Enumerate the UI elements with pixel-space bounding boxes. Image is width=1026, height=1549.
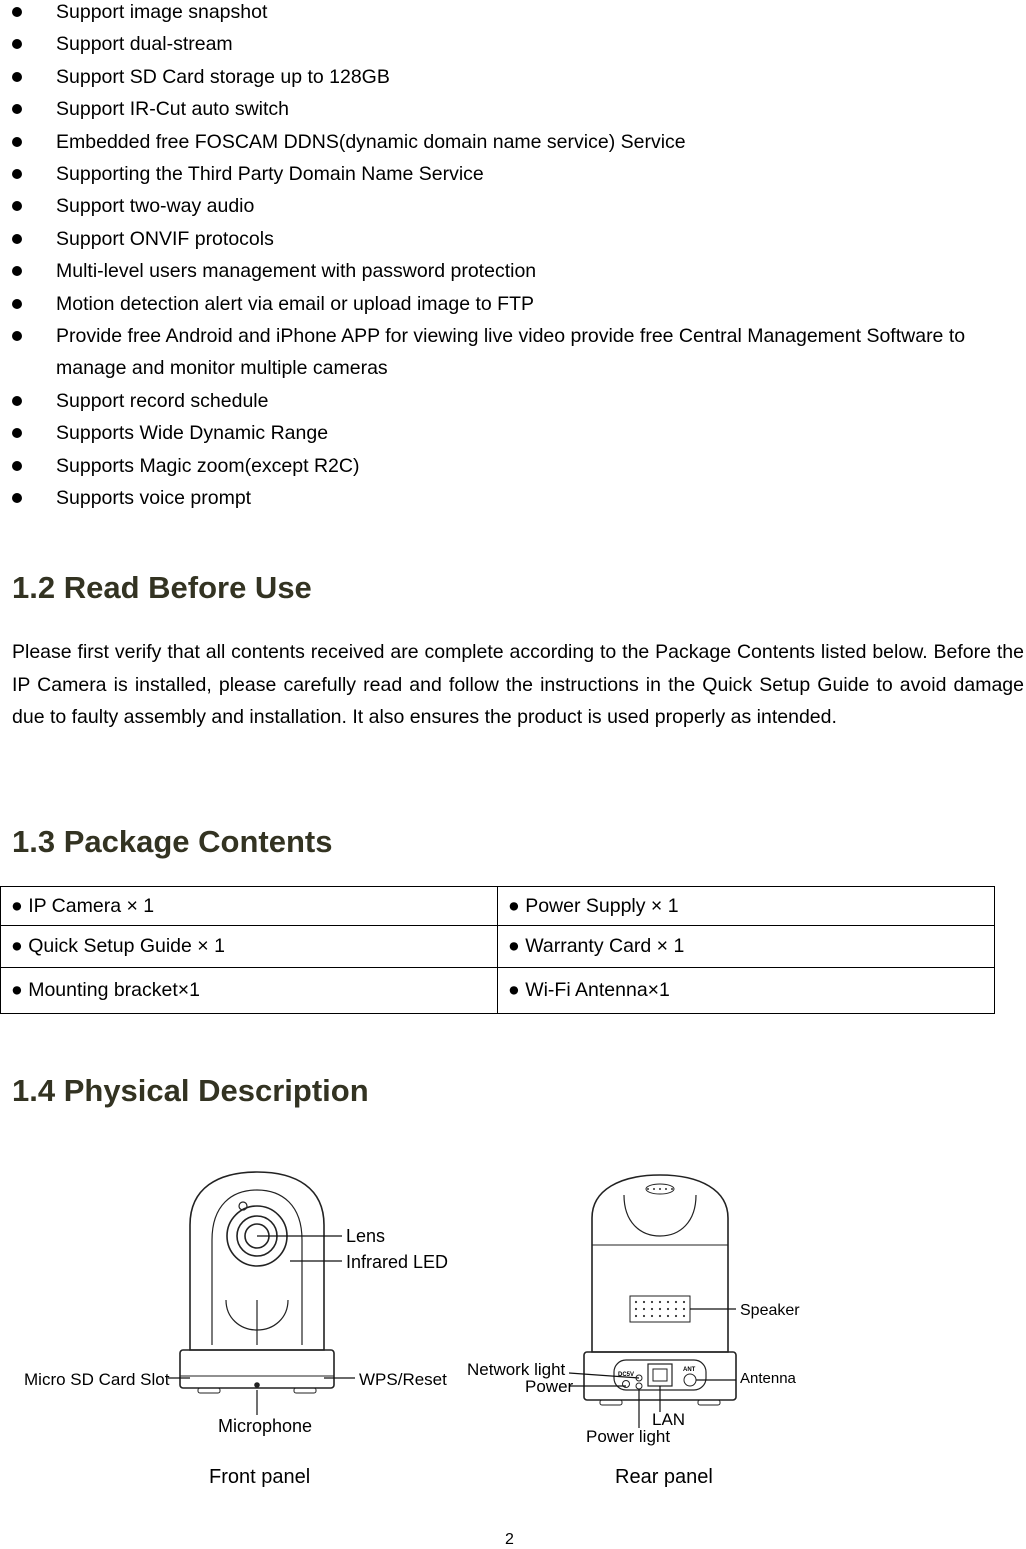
bullet-icon <box>12 72 22 82</box>
rear-panel-mark-dc5v: DC5V <box>618 1372 635 1378</box>
bullet-icon <box>12 7 22 17</box>
bullet-icon <box>12 137 22 147</box>
feature-item: Motion detection alert via email or upload image to FTP <box>12 288 1012 320</box>
bullet-icon <box>12 299 22 309</box>
feature-item: Supporting the Third Party Domain Name Service <box>12 158 1012 190</box>
rear-camera-illustration <box>584 1175 736 1405</box>
feature-item: Support image snapshot <box>12 0 1012 28</box>
rear-panel-mark-ant: ANT <box>683 1367 696 1373</box>
section-heading-package-contents: 1.3 Package Contents <box>12 824 333 859</box>
rear-label-speaker: Speaker <box>740 1302 800 1319</box>
front-label-wps-reset: WPS/Reset <box>359 1370 447 1389</box>
page-number: 2 <box>505 1531 514 1548</box>
bullet-icon <box>12 104 22 114</box>
bullet-icon <box>12 428 22 438</box>
table-cell: ● Quick Setup Guide × 1 <box>1 926 498 968</box>
bullet-icon <box>12 396 22 406</box>
table-cell: ● Power Supply × 1 <box>498 887 995 926</box>
rear-speaker-grille <box>635 1188 685 1317</box>
rear-panel-caption: Rear panel <box>615 1466 713 1488</box>
rear-label-power: Power <box>525 1377 574 1396</box>
front-camera-illustration <box>180 1172 334 1393</box>
feature-item: Support dual-stream <box>12 28 1012 60</box>
feature-item: Support ONVIF protocols <box>12 223 1012 255</box>
feature-item: Supports Wide Dynamic Range <box>12 417 1012 449</box>
front-label-lens: Lens <box>346 1226 386 1246</box>
section-heading-read-before-use: 1.2 Read Before Use <box>12 570 312 605</box>
feature-item: Support two-way audio <box>12 190 1012 222</box>
feature-item: Multi-level users management with password protection <box>12 255 1012 287</box>
front-label-sd-slot: Micro SD Card Slot <box>24 1370 170 1389</box>
bullet-icon <box>12 331 22 341</box>
front-label-microphone: Microphone <box>218 1416 313 1436</box>
rear-label-network-light: Network light <box>467 1360 566 1379</box>
read-before-use-paragraph: Please first verify that all contents received are complete according to the Package Contents listed below. Before the IP Camera is installed, please carefully read and follow the instructions in the Quick Setup Guide to avoid damage due to faulty assembly and installation. It also ensures the product is used properly as intended. <box>12 641 1024 728</box>
table-row <box>1 968 995 1014</box>
bullet-icon <box>12 234 22 244</box>
rear-label-lan: LAN <box>652 1410 686 1429</box>
section-heading-physical-description: 1.4 Physical Description <box>12 1073 369 1108</box>
bullet-icon <box>12 201 22 211</box>
table-row <box>1 887 995 926</box>
physical-description-diagram <box>0 1160 1026 1460</box>
bullet-icon <box>12 266 22 276</box>
rear-label-power-light: Power light <box>586 1427 671 1446</box>
feature-item: Support IR-Cut auto switch <box>12 93 1012 125</box>
feature-item: Supports voice prompt <box>12 482 1012 514</box>
feature-item: Supports Magic zoom(except R2C) <box>12 450 1012 482</box>
bullet-icon <box>12 493 22 503</box>
rear-label-antenna: Antenna <box>740 1370 796 1387</box>
table-cell: ● Mounting bracket×1 <box>1 968 498 1014</box>
front-label-infrared-led: Infrared LED <box>346 1252 449 1272</box>
feature-item: Support record schedule <box>12 385 1012 417</box>
bullet-icon <box>12 169 22 179</box>
table-cell: ● IP Camera × 1 <box>1 887 498 926</box>
table-cell: ● Warranty Card × 1 <box>498 926 995 968</box>
package-contents-table <box>0 886 995 1014</box>
feature-item: Embedded free FOSCAM DDNS(dynamic domain name service) Service <box>12 126 1012 158</box>
table-row <box>1 926 995 968</box>
feature-item: Support SD Card storage up to 128GB <box>12 61 1012 93</box>
bullet-icon <box>12 461 22 471</box>
front-panel-caption: Front panel <box>209 1466 311 1488</box>
feature-list <box>12 0 1012 515</box>
table-cell: ● Wi-Fi Antenna×1 <box>498 968 995 1014</box>
bullet-icon <box>12 39 22 49</box>
feature-item: Provide free Android and iPhone APP for viewing live video provide free Central Management Software to manage and monitor multiple cameras <box>12 320 986 385</box>
